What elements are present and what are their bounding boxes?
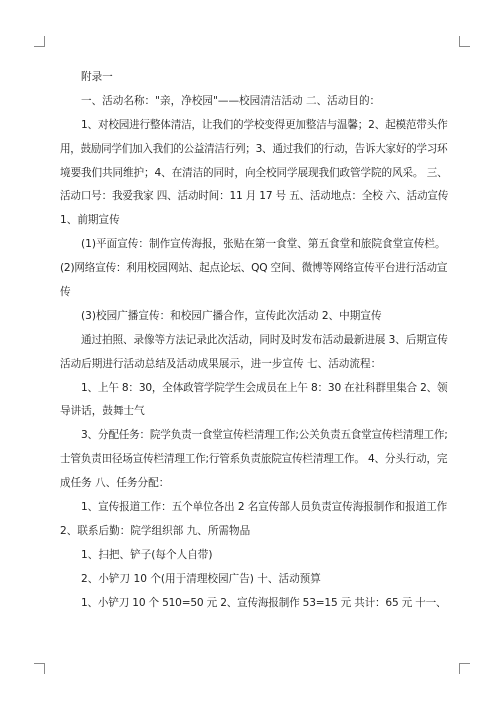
doc-line: 1、宣传报道工作：五个单位各出 2 名宣传部人员负责宣传海报制作和报道工作 (81, 501, 448, 514)
doc-line: (3)校园广播宣传：和校园广播合作，宣传此次活动 2、中期宣传 (81, 309, 382, 322)
doc-line: 1、小铲刀 10 个 510=50 元 2、宣传海报制作 53=15 元 共计：65 元 十一、 (81, 596, 447, 609)
doc-line: 1、上午 8：30，全体政管学院学生会成员在上午 8：30 在社科群里集合 2、领 (81, 381, 448, 394)
doc-line: 1、扫把、铲子(每个人自带) (81, 548, 213, 561)
crop-mark-top-left (34, 36, 45, 47)
doc-line: 导讲话，鼓舞士气 (60, 405, 145, 418)
doc-line: 用，鼓励同学们加入我们的公益清洁行列；3、通过我们的行动，告诉大家好的学习环 (60, 142, 448, 155)
crop-mark-bottom-right (459, 663, 470, 674)
doc-line: (1)平面宣传：制作宣传海报，张贴在第一食堂、第五食堂和旅院食堂宣传栏。 (81, 238, 446, 251)
doc-line: 境要我们共同维护；4、在清洁的同时，向全校同学展现我们政管学院的风采。 三、 (60, 166, 448, 179)
doc-line: (2)网络宣传：利用校园网站、起点论坛、QQ 空间、微博等网络宣传平台进行活动宣 (60, 262, 448, 275)
doc-line: 2、联系后勤：院学组织部 九、所需物品 (60, 524, 251, 537)
doc-line: 士管负责田径场宣传栏清理工作;行管系负责旅院宣传栏清理工作。 4、分头行动，完 (60, 453, 448, 466)
doc-line: 1、对校园进行整体清洁，让我们的学校变得更加整洁与温馨；2、起模范带头作 (81, 118, 448, 131)
doc-line: 附录一 (81, 71, 113, 83)
doc-line: 2、小铲刀 10 个(用于清理校园广告) 十、活动预算 (81, 572, 321, 585)
doc-line: 活动后期进行活动总结及活动成果展示，进一步宣传 七、活动流程： (60, 357, 382, 370)
doc-line: 一、活动名称："亲，净校园"——校园清洁活动 二、活动目的： (81, 94, 381, 107)
doc-line: 1、前期宣传 (60, 214, 120, 227)
document-body (60, 66, 448, 615)
doc-line: 成任务 八、任务分配： (60, 477, 170, 490)
crop-mark-top-right (459, 36, 470, 47)
doc-line: 活动口号：我爱我家 四、活动时间：11 月 17 号 五、活动地点：全校 六、活动宣传 (60, 190, 449, 203)
doc-line: 通过拍照、录像等方法记录此次活动，同时及时发布活动最新进展 3、后期宣传 (81, 333, 448, 346)
doc-line: 传 (60, 286, 71, 299)
doc-line: 3、分配任务：院学负责一食堂宣传栏清理工作;公关负责五食堂宣传栏清理工作; (81, 429, 448, 442)
crop-mark-bottom-left (34, 663, 45, 674)
